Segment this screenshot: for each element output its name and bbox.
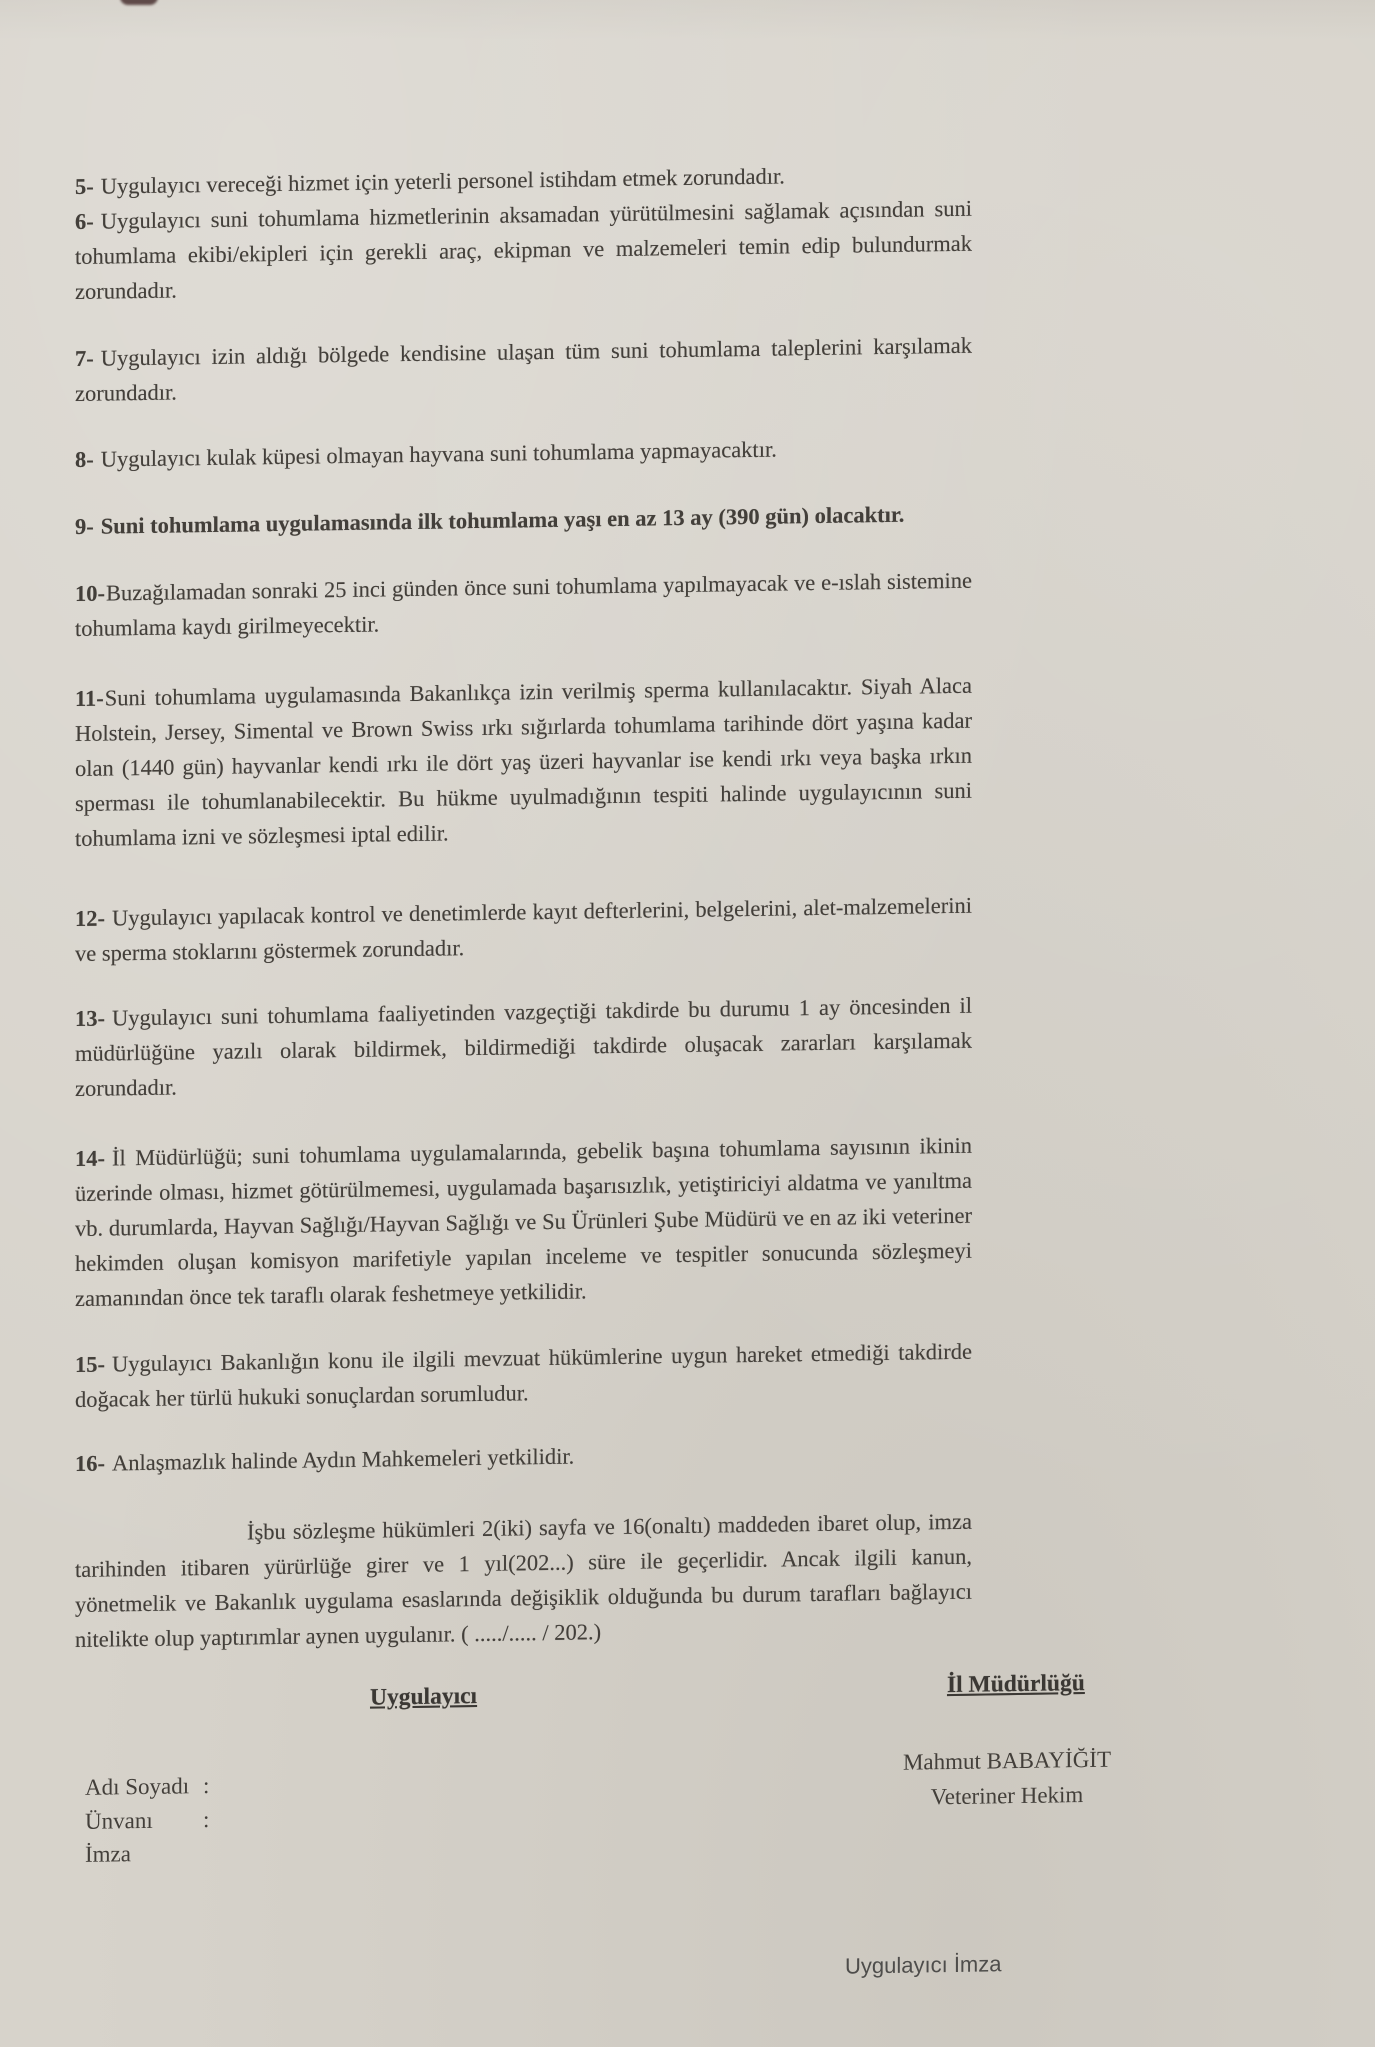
clause-16 bbox=[75, 1433, 972, 1481]
clause-number: 11- bbox=[75, 685, 104, 711]
clause-13 bbox=[75, 988, 972, 1106]
field-imza bbox=[85, 1836, 209, 1871]
signature-heading-il-mudurlugu: İl Müdürlüğü bbox=[947, 1670, 1085, 1699]
clause-number: 10- bbox=[75, 580, 105, 606]
clause-14 bbox=[75, 1128, 972, 1316]
clause-text: Uygulayıcı kulak küpesi olmayan hayvana suni tohumlama yapmayacaktır. bbox=[100, 436, 777, 472]
clause-text: İl Müdürlüğü; suni tohumlama uygulamalarında, gebelik başına tohumlama sayısının ikinin üzerinde olması, hizmet götürülmemesi, uygulamada başarısızlık, yetiştiriciyi aldatma ve yanıltma vb. durumlarda, Hayvan Sağlığı/Hayvan Sağlığı ve Su Ürünleri Şube Müdürü ve en az iki veteriner hekimden oluşan komisyon marifetiyle yapılan inceleme ve tespitler sonucunda sözleşmeyi zamanından önce tek taraflı olarak feshetmeye yetkilidir. bbox=[75, 1132, 972, 1311]
signer-name: Mahmut BABAYİĞİT bbox=[902, 1746, 1112, 1775]
clause-list bbox=[75, 156, 972, 1657]
clause-text: Buzağılamadan sonraki 25 inci günden önce suni tohumlama yapılmayacak ve e-ıslah sistemine tohumlama kaydı girilmeyecektir. bbox=[75, 567, 972, 641]
clause-text: Suni tohumlama uygulamasında Bakanlıkça izin verilmiş sperma kullanılacaktır. Siyah Alaca Holstein, Jersey, Simental ve Brown Swiss ırkı sığırlarda tohumlama tarihinde dört yaşına kadar olan (1440 gün) hayvanlar kendi ırkı ile dört yaş üzeri hayvanlar ise kendi ırkı veya başka ırkın sperması ile tohumlanabilecektir. Bu hükme uyulmadığının tespiti halinde uygulayıcının suni tohumlama izni ve sözleşmesi iptal edilir. bbox=[75, 672, 972, 851]
clause-number: 14- bbox=[75, 1145, 105, 1171]
signature-block-left bbox=[85, 1769, 209, 1871]
clause-text: Uygulayıcı vereceği hizmet için yeterli personel istihdam etmek zorundadır. bbox=[100, 163, 785, 199]
signature-heading-uygulayici: Uygulayıcı bbox=[370, 1683, 478, 1711]
clause-number: 15- bbox=[75, 1351, 105, 1377]
field-colon: : bbox=[203, 1773, 210, 1799]
clause-text: Uygulayıcı Bakanlığın konu ile ilgili mevzuat hükümlerine uygun hareket etmediği takdirde doğacak her türlü hukuki sonuçlardan sorumludur. bbox=[75, 1338, 972, 1412]
field-label: İmza bbox=[85, 1841, 131, 1867]
scan-smudge bbox=[120, 0, 158, 5]
clause-text: Uygulayıcı izin aldığı bölgede kendisine ulaşan tüm suni tohumlama taleplerini karşılamak zorundadır. bbox=[75, 332, 972, 406]
clause-8 bbox=[75, 429, 972, 477]
signature-block-right bbox=[887, 1741, 1127, 1815]
clause-12 bbox=[75, 888, 972, 971]
clause-number: 6- bbox=[75, 208, 94, 234]
clause-text: Uygulayıcı suni tohumlama hizmetlerinin aksamadan yürütülmesini sağlamak açısından suni tohumlama ekibi/ekipleri için gerekli araç, ekipman ve malzemeleri temin edip bulundurmak zorundadır. bbox=[75, 195, 972, 304]
clause-11 bbox=[75, 668, 972, 856]
field-adi-soyadi bbox=[85, 1769, 209, 1804]
clause-10 bbox=[75, 563, 972, 646]
clause-text: Suni tohumlama uygulamasında ilk tohumlama yaşı en az 13 ay (390 gün) olacaktır. bbox=[100, 501, 905, 539]
field-label: Ünvanı bbox=[85, 1807, 153, 1834]
clause-number: 9- bbox=[75, 513, 94, 539]
field-colon: : bbox=[203, 1806, 210, 1832]
clause-9 bbox=[75, 496, 972, 544]
clause-7 bbox=[75, 328, 972, 411]
clause-text: Uygulayıcı yapılacak kontrol ve denetimlerde kayıt defterlerini, belgelerini, alet-malzemelerini ve sperma stoklarını göstermek zorundadır. bbox=[75, 892, 972, 966]
closing-paragraph: İşbu sözleşme hükümleri 2(iki) sayfa ve 16(onaltı) maddeden ibaret olup, imza tarihinden itibaren yürürlüğe girer ve 1 yıl(202...) süre ile geçerlidir. Ancak ilgili kanun, yönetmelik ve Bakanlık uygulama esaslarında değişiklik olduğunda bu durum tarafları bağlayıcı nitelikte olup yaptırımlar aynen uygulanır. ( ...../..... / 202.) bbox=[75, 1508, 972, 1652]
signer-title: Veteriner Hekim bbox=[930, 1782, 1084, 1810]
clause-number: 13- bbox=[75, 1005, 105, 1031]
clause-number: 5- bbox=[75, 173, 94, 199]
clause-text: Uygulayıcı suni tohumlama faaliyetinden vazgeçtiği takdirde bu durumu 1 ay öncesinden il müdürlüğüne yazılı olarak bildirmek, bildirmediği takdirde oluşacak zararları karşılamak zorundadır. bbox=[75, 992, 972, 1101]
clause-15 bbox=[75, 1334, 972, 1417]
clause-number: 8- bbox=[75, 446, 94, 472]
clause-number: 7- bbox=[75, 345, 94, 371]
document-content bbox=[75, 153, 1175, 1979]
footer-note-uygulayici-imza: Uygulayıcı İmza bbox=[845, 1951, 1002, 1979]
field-unvani bbox=[85, 1803, 209, 1838]
field-label: Adı Soyadı bbox=[85, 1773, 190, 1800]
clause-6 bbox=[75, 191, 972, 309]
clause-number: 12- bbox=[75, 905, 105, 931]
clause-number: 16- bbox=[75, 1450, 105, 1476]
clause-text: Anlaşmazlık halinde Aydın Mahkemeleri yetkilidir. bbox=[112, 1443, 575, 1476]
